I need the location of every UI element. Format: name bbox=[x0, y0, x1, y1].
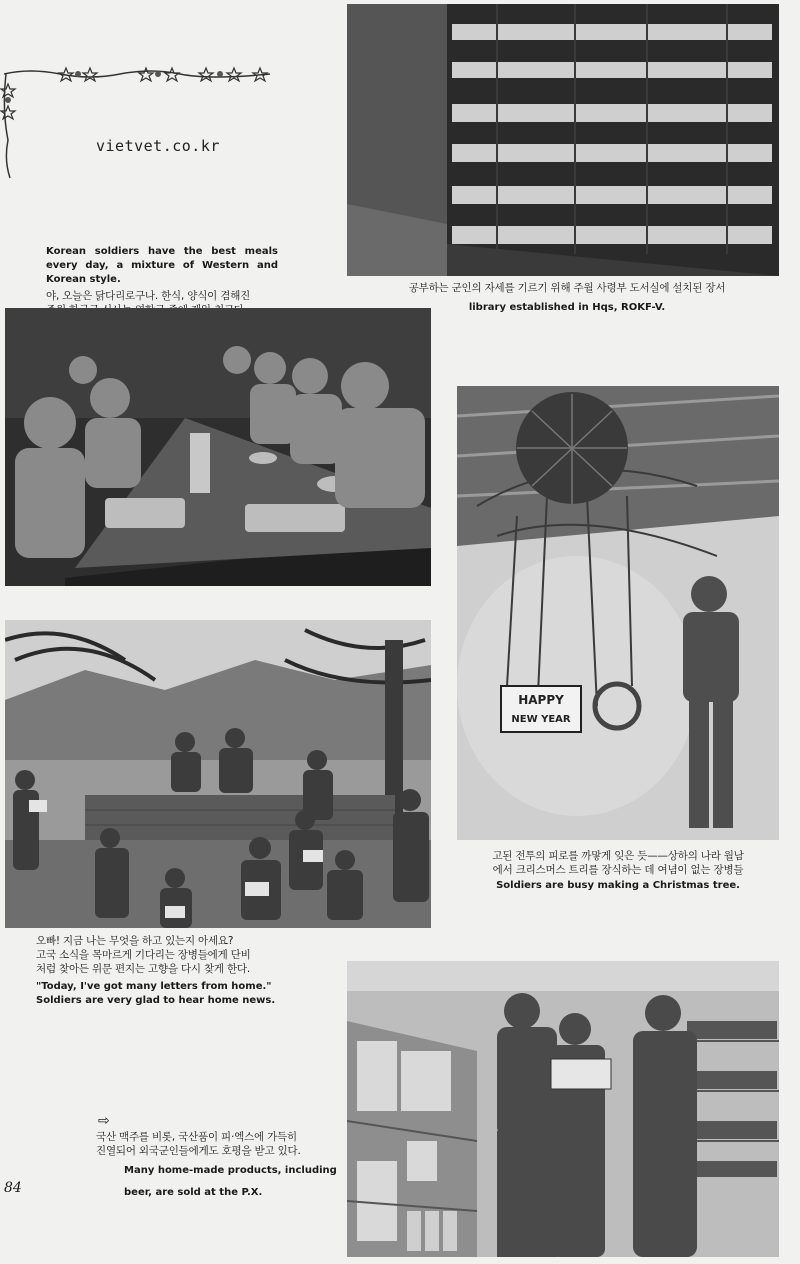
library-caption-ko: 공부하는 군인의 자세를 기르기 위해 주월 사령부 도서실에 설치된 장서 bbox=[408, 282, 726, 294]
meals-caption bbox=[46, 245, 278, 317]
meals-photo bbox=[5, 308, 431, 586]
site-watermark: vietvet.co.kr bbox=[96, 137, 220, 155]
library-photo bbox=[347, 4, 779, 276]
px-caption-ko-1: 국산 맥주를 비롯, 국산품이 피·엑스에 가득히 bbox=[96, 1131, 297, 1143]
banner-line-2: NEW YEAR bbox=[511, 714, 571, 725]
christmas-caption-ko-1: 고된 전투의 피로를 까맣게 잊은 듯——상하의 나라 월남 bbox=[492, 850, 744, 862]
letters-photo bbox=[5, 620, 431, 928]
letters-caption-en-2: Soldiers are very glad to hear home news. bbox=[36, 995, 276, 1006]
christmas-caption-en: Soldiers are busy making a Christmas tree. bbox=[496, 880, 740, 891]
px-caption bbox=[96, 1130, 346, 1200]
letters-caption bbox=[36, 934, 326, 1008]
px-store-photo bbox=[347, 961, 779, 1257]
meals-caption-ko-1: 야, 오늘은 닭다리로구나. 한식, 양식이 겸해진 bbox=[46, 290, 251, 302]
px-caption-ko-2: 진열되어 외국군인들에게도 호평을 받고 있다. bbox=[96, 1145, 301, 1157]
page-number: 84 bbox=[4, 1180, 22, 1196]
px-caption-en-2: beer, are sold at the P.X. bbox=[124, 1187, 263, 1198]
library-caption-en: library established in Hqs, ROKF-V. bbox=[468, 302, 666, 313]
christmas-caption bbox=[458, 849, 778, 893]
letters-caption-ko-1: 오빠! 지금 나는 무엇을 하고 있는지 아세요? bbox=[36, 935, 234, 947]
christmas-tree-photo bbox=[457, 386, 779, 840]
star-vine-ornament bbox=[0, 60, 280, 180]
christmas-caption-ko-2: 에서 크리스머스 트리를 장식하는 데 여념이 없는 장병들 bbox=[492, 864, 744, 876]
letters-caption-ko-3: 처럼 찾아든 위문 편지는 고향을 다시 찾게 한다. bbox=[36, 963, 251, 975]
arrow-icon: ⇨ bbox=[98, 1113, 110, 1129]
px-caption-en-1: Many home-made products, including bbox=[124, 1165, 337, 1176]
meals-caption-en: Korean soldiers have the best meals every day, a mixture of Western and Korean style. bbox=[46, 246, 278, 285]
letters-caption-en-1: "Today, I've got many letters from home." bbox=[36, 981, 272, 992]
banner-line-1: HAPPY bbox=[518, 693, 564, 707]
letters-caption-ko-2: 고국 소식을 목마르게 기다리는 장병들에게 단비 bbox=[36, 949, 251, 961]
